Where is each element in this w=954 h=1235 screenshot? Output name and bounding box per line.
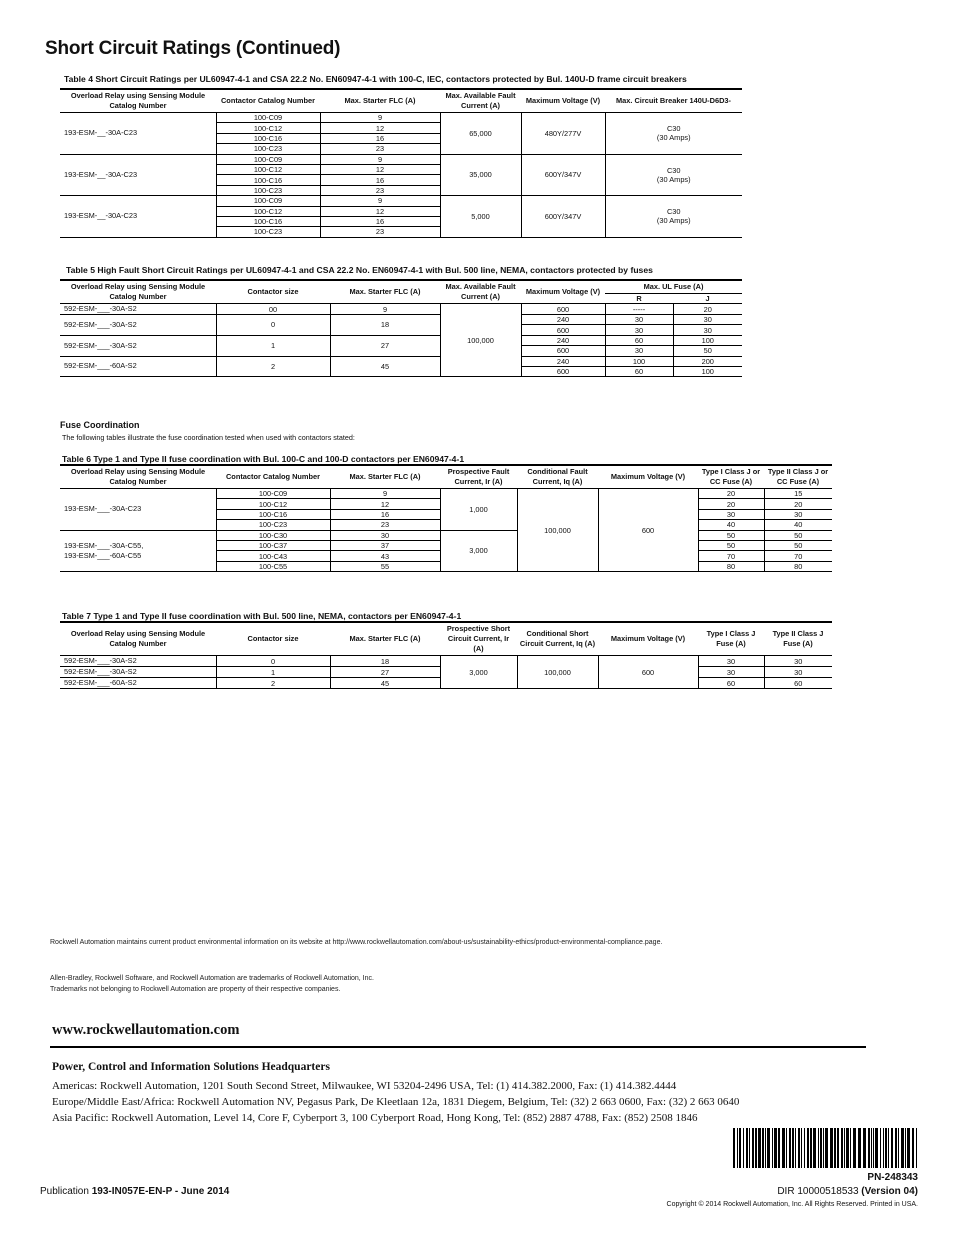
barcode-bar — [880, 1128, 881, 1168]
barcode-bar — [789, 1128, 791, 1168]
table6-header: Contactor Catalog Number — [216, 465, 330, 489]
barcode-bar — [733, 1128, 735, 1168]
relay-catalog-cell: 193-ESM-__-30A-C23 — [60, 196, 216, 238]
flc-cell: 27 — [330, 335, 440, 356]
fault-current-cell: 35,000 — [440, 154, 521, 196]
contactor-cell: 100-C23 — [216, 227, 320, 237]
table-row — [60, 356, 742, 366]
table5-header: Overload Relay using Sensing Module Catalog Number — [60, 280, 216, 304]
barcode-bar — [868, 1128, 870, 1168]
barcode-bar — [795, 1128, 796, 1168]
flc-cell: 18 — [330, 656, 440, 667]
type1-fuse-cell: 30 — [698, 656, 764, 667]
table7-header: Max. Starter FLC (A) — [330, 622, 440, 656]
publication-label: Publication — [40, 1186, 92, 1197]
flc-cell: 9 — [330, 489, 440, 499]
table6-header: Type I Class J or CC Fuse (A) — [698, 465, 764, 489]
type1-fuse-cell: 30 — [698, 509, 764, 519]
address-asia: Asia Pacific: Rockwell Automation, Level 14, Core F, Cyberport 3, 100 Cyberport Road, Hong Kong, Tel: (852) 2887 4788, Fax: (852) 2508 1846 — [52, 1112, 698, 1124]
type2-fuse-cell: 50 — [764, 530, 832, 540]
barcode-bar — [782, 1128, 785, 1168]
part-number: PN-248343 — [867, 1172, 918, 1183]
table4-header: Max. Starter FLC (A) — [320, 89, 440, 113]
flc-cell: 18 — [330, 315, 440, 336]
flc-cell: 45 — [330, 678, 440, 689]
contactor-size-cell: 0 — [216, 656, 330, 667]
contactor-cell: 100-C37 — [216, 540, 330, 550]
voltage-cell: 600 — [598, 489, 698, 572]
relay-catalog-cell: 592-ESM-___-60A-S2 — [60, 678, 216, 689]
table5-header: Contactor size — [216, 280, 330, 304]
contactor-cell: 100-C16 — [216, 216, 320, 226]
barcode-bar — [786, 1128, 787, 1168]
trademark-note: Allen-Bradley, Rockwell Software, and Rockwell Automation are trademarks of Rockwell Automation, Inc. — [50, 975, 374, 982]
table-row — [60, 315, 742, 325]
flc-cell: 23 — [320, 227, 440, 237]
type2-fuse-cell: 30 — [764, 667, 832, 678]
type2-fuse-cell: 30 — [764, 656, 832, 667]
fuse-r-cell: 30 — [605, 325, 673, 335]
flc-cell: 12 — [320, 123, 440, 133]
barcode-bar — [885, 1128, 887, 1168]
barcode-bar — [916, 1128, 917, 1168]
breaker-code: C30 — [666, 207, 681, 217]
breaker-code: C30 — [666, 165, 681, 175]
voltage-cell: 600Y/347V — [521, 196, 605, 238]
table7-header: Prospective Short Circuit Current, Ir (A) — [440, 622, 517, 656]
barcode-bar — [912, 1128, 914, 1168]
dir-label: DIR 10000518533 — [777, 1186, 862, 1197]
relay-catalog-cell: 592-ESM-___-30A-S2 — [60, 335, 216, 356]
fuse-j-cell: 20 — [673, 304, 742, 315]
table5 — [60, 279, 742, 377]
flc-cell: 43 — [330, 551, 440, 561]
table4-header: Overload Relay using Sensing Module Catalog Number — [60, 89, 216, 113]
barcode-bar — [907, 1128, 910, 1168]
contactor-size-cell: 2 — [216, 356, 330, 377]
voltage-cell: 240 — [521, 335, 605, 345]
flc-cell: 9 — [320, 154, 440, 164]
barcode-bar — [901, 1128, 904, 1168]
fuse-j-cell: 100 — [673, 366, 742, 376]
barcode-bar — [863, 1128, 866, 1168]
type2-fuse-cell: 15 — [764, 489, 832, 499]
table-row — [60, 113, 742, 123]
type1-fuse-cell: 70 — [698, 551, 764, 561]
contactor-cell: 100-C09 — [216, 113, 320, 123]
barcode-bar — [737, 1128, 738, 1168]
type2-fuse-cell: 70 — [764, 551, 832, 561]
table5-header: Max. Starter FLC (A) — [330, 280, 440, 304]
fuse-j-header: J — [673, 294, 742, 304]
contactor-cell: 100-C43 — [216, 551, 330, 561]
fuse-r-cell: 30 — [605, 346, 673, 356]
barcode-bar — [765, 1128, 766, 1168]
type1-fuse-cell: 20 — [698, 489, 764, 499]
contactor-cell: 100-C23 — [216, 520, 330, 530]
table6-header: Type II Class J or CC Fuse (A) — [764, 465, 832, 489]
prospective-current-cell: 1,000 — [440, 489, 517, 531]
table4-header: Max. Circuit Breaker 140U-D6D3- — [605, 89, 742, 113]
voltage-cell: 480Y/277V — [521, 113, 605, 155]
table-row — [60, 335, 742, 345]
table6-header: Conditional Fault Current, Iq (A) — [517, 465, 598, 489]
fuse-r-cell: 60 — [605, 335, 673, 345]
breaker-cell — [605, 154, 742, 196]
flc-cell: 23 — [330, 520, 440, 530]
barcode-bar — [873, 1128, 874, 1168]
fault-current-cell: 65,000 — [440, 113, 521, 155]
fuse-r-cell: ----- — [605, 304, 673, 315]
barcode-bar — [813, 1128, 816, 1168]
contactor-cell: 100-C12 — [216, 499, 330, 509]
table4-header: Maximum Voltage (V) — [521, 89, 605, 113]
dir-version: (Version 04) — [861, 1186, 918, 1197]
barcode-bar — [858, 1128, 861, 1168]
table7-caption: Table 7 Type 1 and Type II fuse coordination with Bul. 500 line, NEMA, contactors per EN60947-4-1 — [62, 611, 462, 621]
relay-catalog-line: 193-ESM-___-30A-C55, — [64, 540, 144, 550]
flc-cell: 30 — [330, 530, 440, 540]
flc-cell: 16 — [320, 216, 440, 226]
relay-catalog-cell: 592-ESM-___-30A-S2 — [60, 667, 216, 678]
breaker-code: C30 — [666, 124, 681, 134]
breaker-amps: (30 Amps) — [656, 133, 691, 143]
type2-fuse-cell: 20 — [764, 499, 832, 509]
contactor-size-cell: 1 — [216, 335, 330, 356]
voltage-cell: 600 — [521, 346, 605, 356]
contactor-cell: 100-C23 — [216, 185, 320, 195]
contactor-cell: 100-C12 — [216, 164, 320, 174]
table4 — [60, 88, 742, 238]
barcode-bar — [898, 1128, 899, 1168]
barcode-bar — [888, 1128, 889, 1168]
barcode-bar — [758, 1128, 761, 1168]
fuse-coordination-intro: The following tables illustrate the fuse coordination tested when used with contactors stated: — [62, 433, 355, 442]
type1-fuse-cell: 40 — [698, 520, 764, 530]
type1-fuse-cell: 20 — [698, 499, 764, 509]
contactor-cell: 100-C12 — [216, 123, 320, 133]
type1-fuse-cell: 80 — [698, 561, 764, 571]
voltage-cell: 600 — [521, 325, 605, 335]
type2-fuse-cell: 30 — [764, 509, 832, 519]
contactor-size-cell: 1 — [216, 667, 330, 678]
table7-header: Type II Class J Fuse (A) — [764, 622, 832, 656]
barcode-bar — [844, 1128, 845, 1168]
contactor-size-cell: 0 — [216, 315, 330, 336]
flc-cell: 12 — [330, 499, 440, 509]
contactor-cell: 100-C12 — [216, 206, 320, 216]
type2-fuse-cell: 40 — [764, 520, 832, 530]
barcode-bar — [891, 1128, 893, 1168]
table-row — [60, 656, 832, 667]
barcode-bar — [774, 1128, 777, 1168]
barcode-bar — [823, 1128, 824, 1168]
barcode-bar — [772, 1128, 773, 1168]
barcode-bar — [743, 1128, 744, 1168]
barcode-bar — [755, 1128, 757, 1168]
table6-header: Prospective Fault Current, Ir (A) — [440, 465, 517, 489]
fuse-r-cell: 30 — [605, 315, 673, 325]
barcode-bar — [841, 1128, 843, 1168]
barcode-bar — [801, 1128, 802, 1168]
barcode-bar — [739, 1128, 741, 1168]
type2-fuse-cell: 80 — [764, 561, 832, 571]
contactor-cell: 100-C09 — [216, 154, 320, 164]
fuse-j-cell: 100 — [673, 335, 742, 345]
contactor-cell: 100-C16 — [216, 175, 320, 185]
publication-info — [40, 1186, 229, 1197]
breaker-amps: (30 Amps) — [656, 174, 691, 184]
relay-catalog-cell: 592-ESM-___-60A-S2 — [60, 356, 216, 377]
barcode-bar — [850, 1128, 851, 1168]
barcode-bar — [762, 1128, 764, 1168]
prospective-current-cell: 3,000 — [440, 656, 517, 689]
table6-header: Maximum Voltage (V) — [598, 465, 698, 489]
table5-header: Max. Available Fault Current (A) — [440, 280, 521, 304]
contactor-cell: 100-C16 — [216, 133, 320, 143]
barcode-bar — [837, 1128, 839, 1168]
barcode-bar — [778, 1128, 780, 1168]
type1-fuse-cell: 50 — [698, 540, 764, 550]
voltage-cell: 600Y/347V — [521, 154, 605, 196]
table-row — [60, 530, 832, 540]
address-emea: Europe/Middle East/Africa: Rockwell Automation NV, Pegasus Park, De Kleetlaan 12a, 1831 Diegem, Belgium, Tel: (32) 2 663 0600, Fax: (32) 2 663 0640 — [52, 1096, 740, 1108]
flc-cell: 45 — [330, 356, 440, 377]
barcode-bar — [746, 1128, 748, 1168]
contactor-size-cell: 00 — [216, 304, 330, 315]
fuse-j-cell: 30 — [673, 325, 742, 335]
barcode-bar — [798, 1128, 800, 1168]
relay-catalog-cell: 592-ESM-___-30A-S2 — [60, 315, 216, 336]
barcode-bar — [818, 1128, 819, 1168]
table6-caption: Table 6 Type 1 and Type II fuse coordination with Bul. 100-C and 100-D contactors per EN60947-4-1 — [62, 454, 465, 464]
breaker-cell — [605, 196, 742, 238]
contactor-cell: 100-C55 — [216, 561, 330, 571]
breaker-cell — [605, 113, 742, 155]
fault-current-cell: 5,000 — [440, 196, 521, 238]
barcode-bar — [752, 1128, 754, 1168]
copyright: Copyright © 2014 Rockwell Automation, Inc. All Rights Reserved. Printed in USA. — [666, 1201, 918, 1208]
relay-catalog-cell: 193-ESM-__-30A-C23 — [60, 113, 216, 155]
prospective-current-cell: 3,000 — [440, 530, 517, 572]
voltage-cell: 240 — [521, 356, 605, 366]
conditional-current-cell: 100,000 — [517, 656, 598, 689]
conditional-current-cell: 100,000 — [517, 489, 598, 572]
flc-cell: 9 — [330, 304, 440, 315]
barcode-bar — [810, 1128, 812, 1168]
flc-cell: 23 — [320, 185, 440, 195]
fuse-r-cell: 100 — [605, 356, 673, 366]
table-row — [60, 154, 742, 164]
table6-header: Max. Starter FLC (A) — [330, 465, 440, 489]
breaker-amps: (30 Amps) — [656, 216, 691, 226]
table4-caption: Table 4 Short Circuit Ratings per UL60947-4-1 and CSA 22.2 No. EN60947-4-1 with 100-C, IEC, contactors protected by Bul. 140U-D frame circuit breakers — [64, 74, 687, 84]
flc-cell: 9 — [320, 113, 440, 123]
environment-note: Rockwell Automation maintains current product environmental information on its website at http://www.rockwellautomation.com/about-us/sustainability-ethics/product-environmental-compliance.page. — [50, 939, 663, 946]
relay-catalog-cell: 592-ESM-___-30A-S2 — [60, 304, 216, 315]
table7 — [60, 621, 832, 689]
flc-cell: 37 — [330, 540, 440, 550]
type2-fuse-cell: 60 — [764, 678, 832, 689]
fuse-r-cell: 60 — [605, 366, 673, 376]
relay-catalog-cell: 592-ESM-___-30A-S2 — [60, 656, 216, 667]
flc-cell: 12 — [320, 164, 440, 174]
barcode-bar — [820, 1128, 822, 1168]
type1-fuse-cell: 30 — [698, 667, 764, 678]
table7-header: Conditional Short Circuit Current, Iq (A) — [517, 622, 598, 656]
page-title: Short Circuit Ratings (Continued) — [45, 38, 341, 59]
barcode-bar — [853, 1128, 856, 1168]
fuse-j-cell: 30 — [673, 315, 742, 325]
table-row — [60, 304, 742, 315]
table5-header: Max. UL Fuse (A) — [605, 280, 742, 294]
contactor-cell: 100-C30 — [216, 530, 330, 540]
table4-header: Contactor Catalog Number — [216, 89, 320, 113]
voltage-cell: 600 — [521, 304, 605, 315]
contactor-cell: 100-C09 — [216, 489, 330, 499]
barcode-bar — [875, 1128, 878, 1168]
contactor-cell: 100-C23 — [216, 144, 320, 154]
barcode-bar — [807, 1128, 809, 1168]
barcode-bar — [804, 1128, 805, 1168]
barcode-bar — [871, 1128, 872, 1168]
table7-header: Maximum Voltage (V) — [598, 622, 698, 656]
contactor-size-cell: 2 — [216, 678, 330, 689]
fuse-j-cell: 200 — [673, 356, 742, 366]
flc-cell: 23 — [320, 144, 440, 154]
publication-number: 193-IN057E-EN-P - June 2014 — [91, 1186, 230, 1197]
dir-info — [777, 1186, 918, 1197]
barcode-bar — [825, 1128, 828, 1168]
barcode-bar — [895, 1128, 897, 1168]
barcode-bar — [905, 1128, 906, 1168]
flc-cell: 16 — [330, 509, 440, 519]
flc-cell: 27 — [330, 667, 440, 678]
fuse-coordination-heading: Fuse Coordination — [60, 420, 140, 430]
contactor-cell: 100-C16 — [216, 509, 330, 519]
table6 — [60, 464, 832, 572]
type1-fuse-cell: 50 — [698, 530, 764, 540]
fuse-j-cell: 50 — [673, 346, 742, 356]
barcode-bar — [883, 1128, 884, 1168]
flc-cell: 12 — [320, 206, 440, 216]
table6-header: Overload Relay using Sensing Module Catalog Number — [60, 465, 216, 489]
hq-title: Power, Control and Information Solutions Headquarters — [52, 1061, 330, 1073]
fault-current-cell: 100,000 — [440, 304, 521, 377]
barcode-bar — [834, 1128, 836, 1168]
barcode-bar — [830, 1128, 833, 1168]
table7-header: Type I Class J Fuse (A) — [698, 622, 764, 656]
relay-catalog-line: 193-ESM-___-60A-C55 — [64, 550, 142, 560]
table5-caption: Table 5 High Fault Short Circuit Ratings per UL60947-4-1 and CSA 22.2 No. EN60947-4-1 with Bul. 500 line, NEMA, contactors protected by fuses — [66, 265, 653, 275]
address-americas: Americas: Rockwell Automation, 1201 South Second Street, Milwaukee, WI 53204-2496 USA, Tel: (1) 414.382.2000, Fax: (1) 414.382.4444 — [52, 1080, 677, 1092]
type1-fuse-cell: 60 — [698, 678, 764, 689]
type2-fuse-cell: 50 — [764, 540, 832, 550]
relay-catalog-cell — [60, 530, 216, 572]
barcode-bar — [792, 1128, 794, 1168]
flc-cell: 16 — [320, 133, 440, 143]
voltage-cell: 600 — [521, 366, 605, 376]
relay-catalog-cell: 193-ESM-___-30A-C23 — [60, 489, 216, 531]
voltage-cell: 240 — [521, 315, 605, 325]
barcode-bar — [846, 1128, 849, 1168]
barcode-bar — [749, 1128, 750, 1168]
website-link[interactable]: www.rockwellautomation.com — [52, 1022, 240, 1038]
barcode-bar — [767, 1128, 770, 1168]
trademark-note: Trademarks not belonging to Rockwell Automation are property of their respective companies. — [50, 986, 341, 993]
barcode-image — [733, 1128, 918, 1168]
relay-catalog-cell: 193-ESM-__-30A-C23 — [60, 154, 216, 196]
divider — [50, 1046, 866, 1048]
table-row — [60, 489, 832, 499]
table4-header: Max. Available Fault Current (A) — [440, 89, 521, 113]
contactor-cell: 100-C09 — [216, 196, 320, 206]
table7-header: Overload Relay using Sensing Module Catalog Number — [60, 622, 216, 656]
flc-cell: 55 — [330, 561, 440, 571]
flc-cell: 9 — [320, 196, 440, 206]
flc-cell: 16 — [320, 175, 440, 185]
table7-header: Contactor size — [216, 622, 330, 656]
table5-header: Maximum Voltage (V) — [521, 280, 605, 304]
table-row — [60, 196, 742, 206]
fuse-r-header: R — [605, 294, 673, 304]
voltage-cell: 600 — [598, 656, 698, 689]
